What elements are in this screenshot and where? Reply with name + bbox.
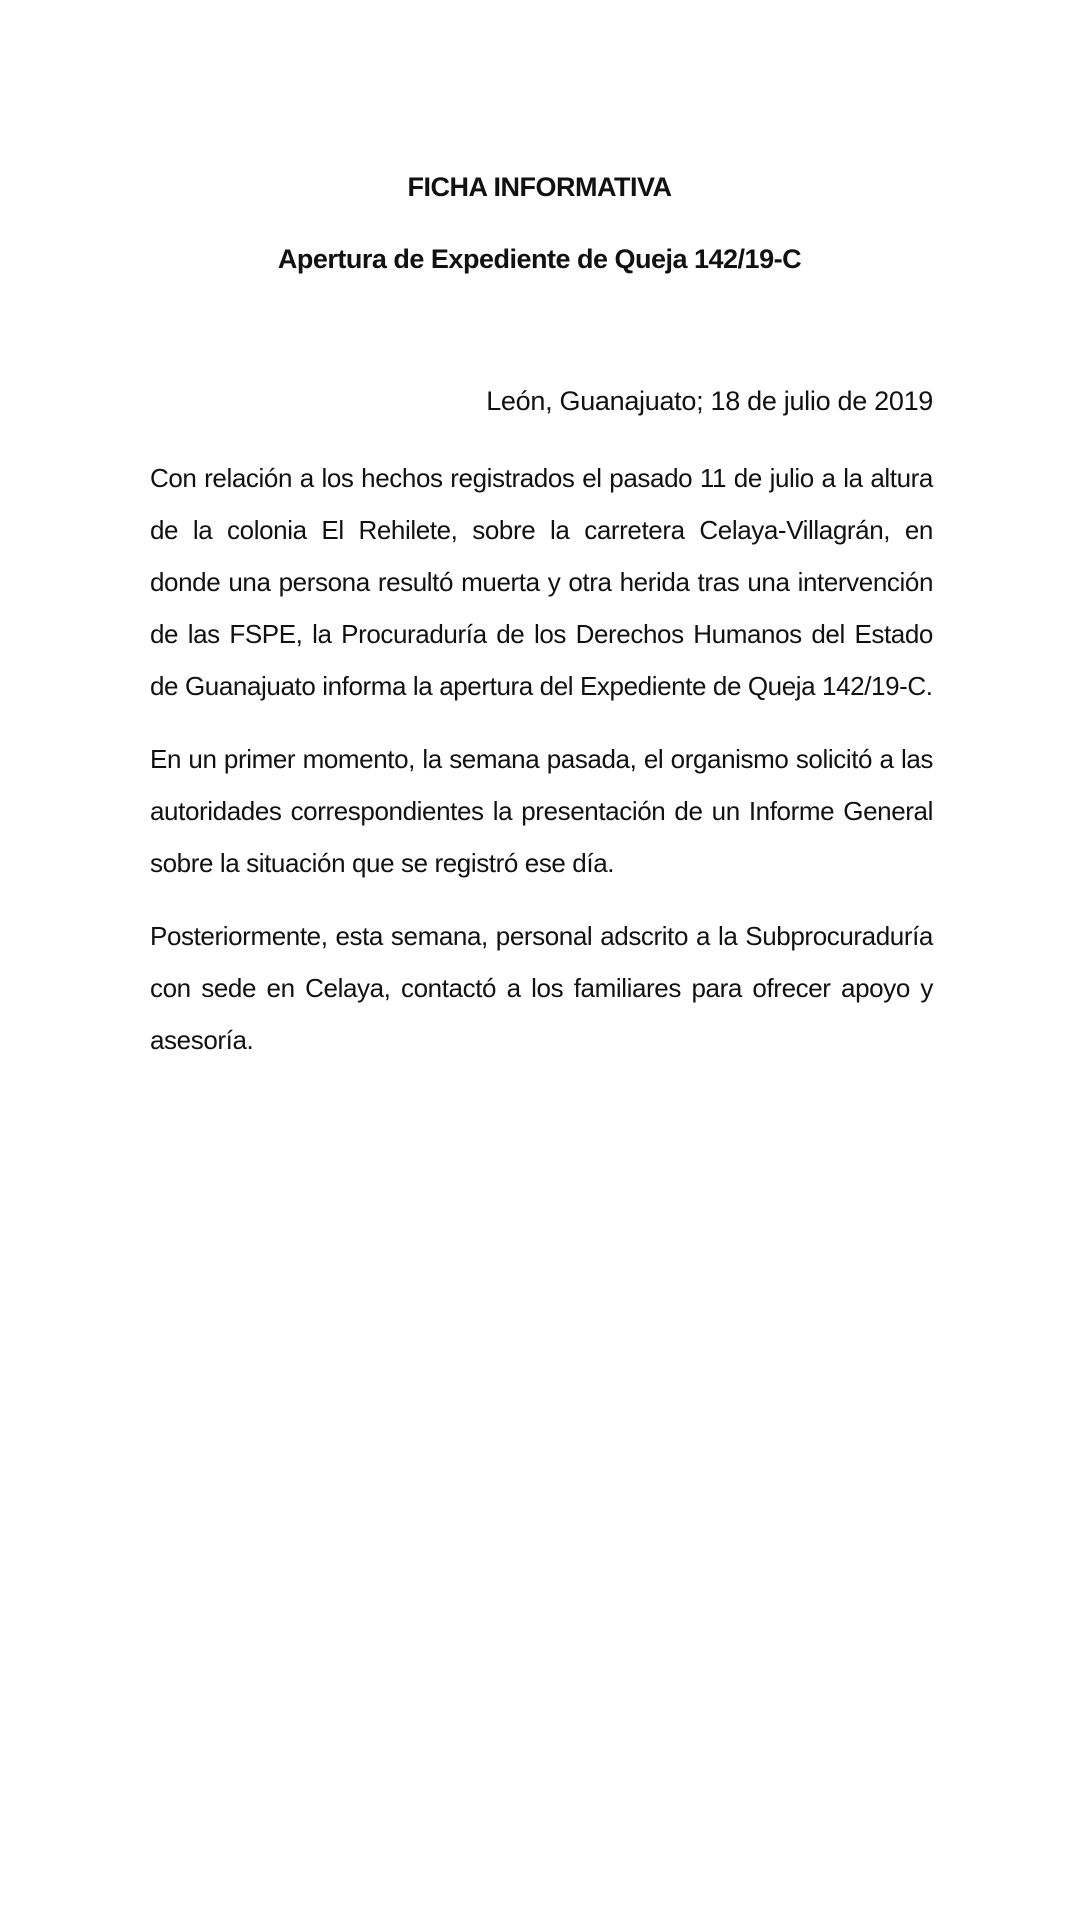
place-date: León, Guanajuato; 18 de julio de 2019	[486, 386, 933, 416]
document-subtitle: Apertura de Expediente de Queja 142/19-C	[277, 244, 802, 274]
paragraph-2: En un primer momento, la semana pasada, el organismo solicitó a las autoridades correspondientes la presentación de un Informe General sobre la situación que se registró ese día.	[150, 744, 933, 878]
paragraph-3: Posteriormente, esta semana, personal adscrito a la Subprocuraduría con sede en Celaya, contactó a los familiares para ofrecer apoyo y asesoría.	[150, 921, 933, 1055]
paragraph-1: Con relación a los hechos registrados el pasado 11 de julio a la altura de la colonia El Rehilete, sobre la carretera Celaya-Villagrán, en donde una persona resultó muerta y otra herida tras una intervención de las FSPE, la Procuraduría de los Derechos Humanos del Estado de Guanajuato informa la apertura del Expediente de Queja 142/19-C.	[150, 463, 933, 701]
document-body	[150, 452, 933, 1087]
document-title: FICHA INFORMATIVA	[407, 172, 672, 202]
